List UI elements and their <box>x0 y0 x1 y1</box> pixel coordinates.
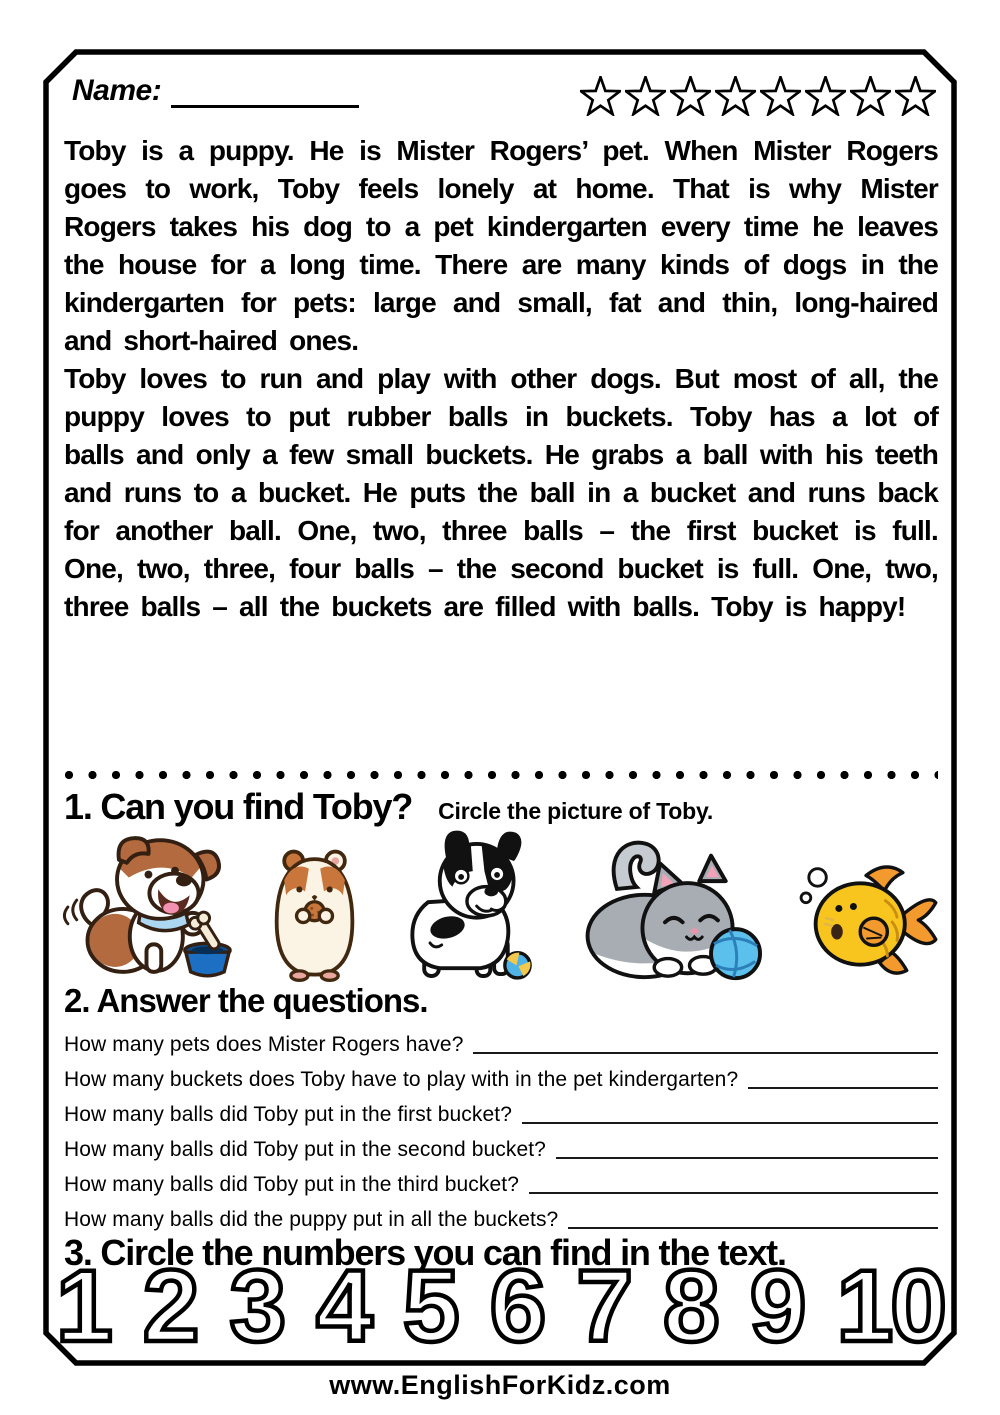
answer-line[interactable] <box>748 1087 938 1089</box>
task1-instruction: Circle the picture of Toby. <box>438 798 714 824</box>
number-10[interactable]: 10 <box>836 1249 944 1363</box>
number-9[interactable]: 9 <box>749 1249 804 1363</box>
answer-line[interactable] <box>529 1192 938 1194</box>
number-3[interactable]: 3 <box>229 1249 284 1363</box>
star-row <box>580 76 936 116</box>
french-bulldog-image[interactable] <box>397 830 533 986</box>
question-row <box>64 1092 938 1127</box>
animal-choices-row <box>60 822 940 986</box>
question-row <box>64 1197 938 1232</box>
star-icon[interactable] <box>850 76 891 116</box>
question-row <box>64 1057 938 1092</box>
question-row <box>64 1162 938 1197</box>
question-text: How many balls did Toby put in the third bucket? <box>64 1173 519 1196</box>
star-icon[interactable] <box>670 76 711 116</box>
task1-title: 1. Can you find Toby? <box>64 786 413 827</box>
star-icon[interactable] <box>715 76 756 116</box>
answer-line[interactable] <box>568 1227 938 1229</box>
number-8[interactable]: 8 <box>663 1249 717 1363</box>
question-text: How many pets does Mister Rogers have? <box>64 1033 464 1056</box>
star-icon[interactable] <box>625 76 666 116</box>
star-icon[interactable] <box>580 76 621 116</box>
number-4[interactable]: 4 <box>316 1249 370 1363</box>
cat-image[interactable] <box>566 836 762 986</box>
question-text: How many buckets does Toby have to play with in the pet kindergarten? <box>64 1068 739 1091</box>
website-footer: www.EnglishForKidz.com <box>329 1370 671 1400</box>
task3-title: 3. Circle the numbers you can find in the text. <box>64 1232 786 1273</box>
hamster-image[interactable] <box>265 844 365 986</box>
number-2[interactable]: 2 <box>142 1249 197 1363</box>
story-paragraph-2: Toby loves to run and play with other dogs. But most of all, the puppy loves to put rubber balls in buckets. Toby has a lot of balls and only a few small buckets. He grabs a ball with his teeth and runs to a bucket. He puts the ball in a bucket and runs back for another ball. One, two, three balls – the first bucket is full. One, two, three, four balls – the second bucket is full. One, two, three balls – all the buckets are filled with balls. Toby is happy! <box>64 363 938 622</box>
number-6[interactable]: 6 <box>489 1249 544 1363</box>
answer-line[interactable] <box>522 1122 938 1124</box>
reading-passage <box>64 132 938 626</box>
task2-title: 2. Answer the questions. <box>64 982 428 1019</box>
dotted-divider <box>64 770 938 780</box>
question-row <box>64 1127 938 1162</box>
star-icon[interactable] <box>895 76 936 116</box>
name-input-line[interactable] <box>171 75 359 108</box>
number-7[interactable]: 7 <box>576 1249 631 1363</box>
question-text: How many balls did the puppy put in all the buckets? <box>64 1208 559 1231</box>
number-5[interactable]: 5 <box>402 1249 457 1363</box>
answer-line[interactable] <box>473 1052 938 1054</box>
name-label: Name: <box>72 74 162 107</box>
question-text: How many balls did Toby put in the second bucket? <box>64 1138 546 1161</box>
question-text: How many balls did Toby put in the first bucket? <box>64 1103 512 1126</box>
star-icon[interactable] <box>760 76 801 116</box>
story-paragraph-1: Toby is a puppy. He is Mister Rogers’ pet. When Mister Rogers goes to work, Toby feels lonely at home. That is why Mister Rogers takes his dog to a pet kindergarten every time he leaves the house for a long time. There are many kinds of dogs in the kindergarten for pets: large and small, fat and thin, long-haired and short-haired ones. <box>64 135 938 356</box>
answer-line[interactable] <box>556 1157 938 1159</box>
puppy-image[interactable] <box>60 828 232 986</box>
fish-image[interactable] <box>794 860 940 986</box>
task2-header <box>64 982 428 1020</box>
name-row <box>72 74 359 108</box>
question-list <box>64 1022 938 1232</box>
star-icon[interactable] <box>805 76 846 116</box>
question-row <box>64 1022 938 1057</box>
number-1[interactable]: 1 <box>56 1249 110 1363</box>
